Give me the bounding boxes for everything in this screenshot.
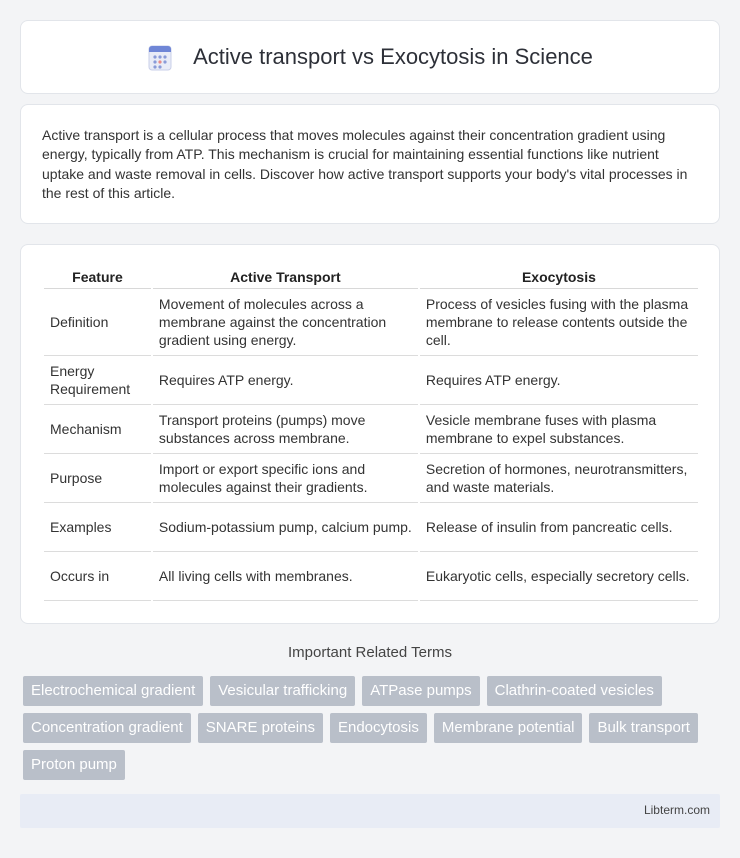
table-row: [44, 552, 698, 601]
table-header-row: [44, 266, 698, 289]
table-row: [44, 503, 698, 552]
active-transport-cell: Transport proteins (pumps) move substances across membrane.: [153, 405, 418, 454]
related-terms-title: Important Related Terms: [288, 644, 452, 661]
feature-cell: Mechanism: [44, 405, 151, 454]
comparison-table: [42, 266, 700, 601]
feature-cell: Examples: [44, 503, 151, 552]
term-tag[interactable]: SNARE proteins: [198, 713, 323, 743]
active-transport-cell: Movement of molecules across a membrane against the concentration gradient using energy.: [153, 289, 418, 356]
header-exocytosis: Exocytosis: [420, 266, 698, 289]
feature-cell: Purpose: [44, 454, 151, 503]
term-tag[interactable]: Concentration gradient: [23, 713, 191, 743]
active-transport-cell: Sodium-potassium pump, calcium pump.: [153, 503, 418, 552]
intro-text: Active transport is a cellular process that moves molecules against their concentration gradient using energy, typically from ATP. This mechanism is crucial for maintaining essential functions like nutrient uptake and waste removal in cells. Discover how active transport supports your body's vital processes in the rest of this article.: [42, 127, 688, 201]
feature-cell: Energy Requirement: [44, 356, 151, 405]
intro-card: [20, 104, 720, 224]
exocytosis-cell: Secretion of hormones, neurotransmitters, and waste materials.: [420, 454, 698, 503]
exocytosis-cell: Release of insulin from pancreatic cells.: [420, 503, 698, 552]
footer-site-link[interactable]: Libterm.com: [643, 803, 710, 817]
exocytosis-cell: Requires ATP energy.: [420, 356, 698, 405]
related-terms-list: [23, 676, 723, 780]
active-transport-cell: All living cells with membranes.: [153, 552, 418, 601]
exocytosis-cell: Vesicle membrane fuses with plasma membrane to expel substances.: [420, 405, 698, 454]
term-tag[interactable]: Clathrin-coated vesicles: [487, 676, 662, 706]
term-tag[interactable]: Bulk transport: [589, 713, 698, 743]
feature-cell: Definition: [44, 289, 151, 356]
table-row: [44, 289, 698, 356]
header-feature: Feature: [44, 266, 151, 289]
table-row: [44, 356, 698, 405]
term-tag[interactable]: Endocytosis: [330, 713, 427, 743]
comparison-card: [20, 244, 720, 624]
header-card: [20, 20, 720, 94]
active-transport-cell: Import or export specific ions and molecules against their gradients.: [153, 454, 418, 503]
term-tag[interactable]: Membrane potential: [434, 713, 583, 743]
exocytosis-cell: Process of vesicles fusing with the plasma membrane to release contents outside the cell.: [420, 289, 698, 356]
term-tag[interactable]: Electrochemical gradient: [23, 676, 203, 706]
page-title: Active transport vs Exocytosis in Science: [193, 44, 593, 69]
term-tag[interactable]: Proton pump: [23, 750, 125, 780]
document-icon: [147, 43, 173, 71]
feature-cell: Occurs in: [44, 552, 151, 601]
term-tag[interactable]: Vesicular trafficking: [210, 676, 355, 706]
footer: [20, 794, 720, 828]
table-row: [44, 405, 698, 454]
header-active-transport: Active Transport: [153, 266, 418, 289]
table-row: [44, 454, 698, 503]
exocytosis-cell: Eukaryotic cells, especially secretory cells.: [420, 552, 698, 601]
term-tag[interactable]: ATPase pumps: [362, 676, 479, 706]
active-transport-cell: Requires ATP energy.: [153, 356, 418, 405]
